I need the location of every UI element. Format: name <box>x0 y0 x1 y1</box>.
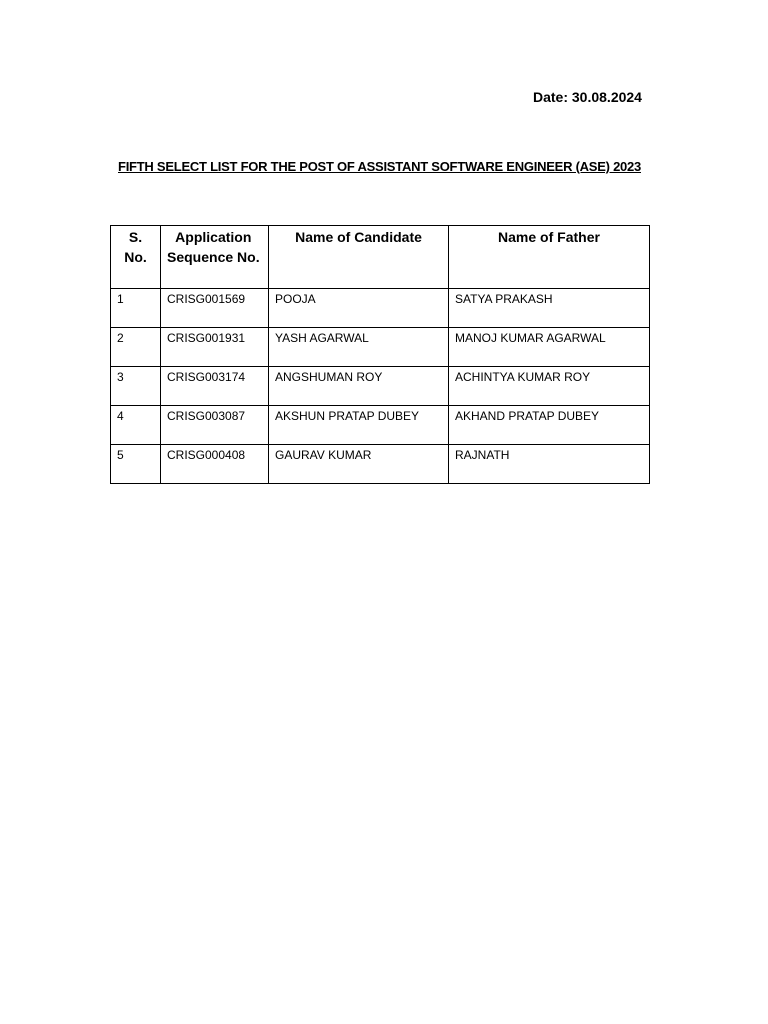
cell-candidate-name: ANGSHUMAN ROY <box>269 367 449 406</box>
header-application-sequence <box>161 226 269 289</box>
cell-sno: 3 <box>111 367 161 406</box>
header-sno-line1: S. <box>128 229 143 245</box>
cell-father-name: RAJNATH <box>449 445 650 484</box>
table-row <box>111 406 650 445</box>
header-application-sequence-wrap <box>167 227 260 267</box>
cell-sno: 4 <box>111 406 161 445</box>
select-list-table <box>110 225 650 484</box>
cell-application-no: CRISG001569 <box>161 289 269 328</box>
header-sno <box>111 226 161 289</box>
cell-candidate-name: GAURAV KUMAR <box>269 445 449 484</box>
cell-sno: 2 <box>111 328 161 367</box>
table-header-row <box>111 226 650 289</box>
table-row <box>111 367 650 406</box>
cell-application-no: CRISG003174 <box>161 367 269 406</box>
cell-candidate-name: YASH AGARWAL <box>269 328 449 367</box>
cell-sno: 5 <box>111 445 161 484</box>
cell-candidate-name: POOJA <box>269 289 449 328</box>
cell-application-no: CRISG003087 <box>161 406 269 445</box>
cell-father-name: SATYA PRAKASH <box>449 289 650 328</box>
cell-candidate-name: AKSHUN PRATAP DUBEY <box>269 406 449 445</box>
header-father-name: Name of Father <box>449 226 650 289</box>
header-app-line2: Sequence No. <box>167 249 260 265</box>
header-sno-line2: No. <box>124 249 147 265</box>
table-row <box>111 289 650 328</box>
cell-father-name: AKHAND PRATAP DUBEY <box>449 406 650 445</box>
cell-sno: 1 <box>111 289 161 328</box>
table-row <box>111 328 650 367</box>
cell-application-no: CRISG000408 <box>161 445 269 484</box>
table-row <box>111 445 650 484</box>
header-app-line1: Application <box>175 229 252 245</box>
cell-father-name: ACHINTYA KUMAR ROY <box>449 367 650 406</box>
document-date: Date: 30.08.2024 <box>533 89 642 105</box>
cell-application-no: CRISG001931 <box>161 328 269 367</box>
header-candidate-name: Name of Candidate <box>269 226 449 289</box>
cell-father-name: MANOJ KUMAR AGARWAL <box>449 328 650 367</box>
document-title: FIFTH SELECT LIST FOR THE POST OF ASSISTANT SOFTWARE ENGINEER (ASE) 2023 <box>118 159 641 174</box>
